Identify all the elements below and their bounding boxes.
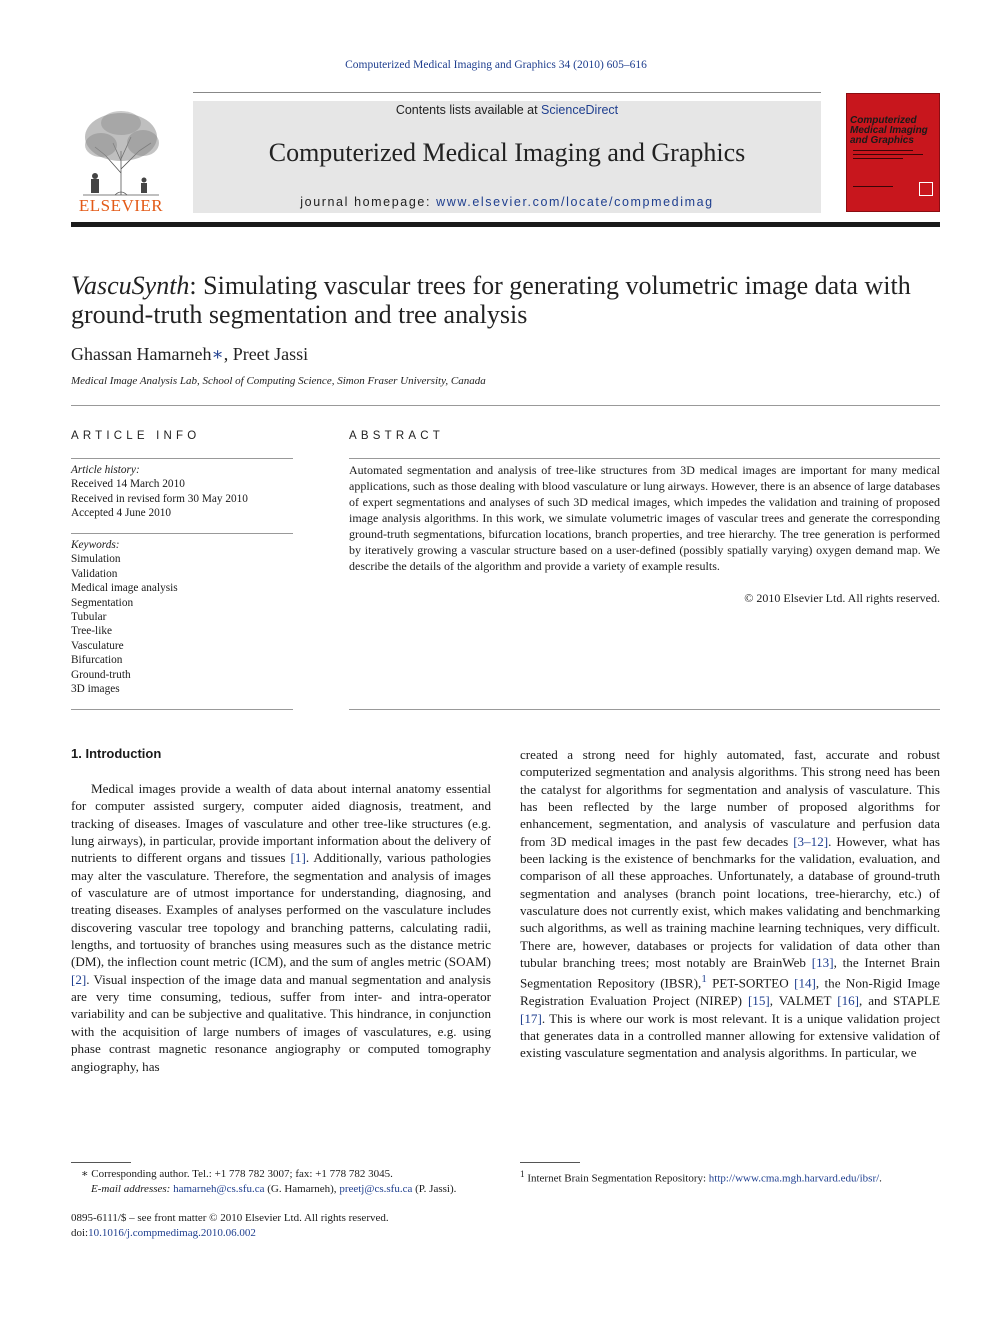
citation-link[interactable]: [17] [520, 1010, 542, 1026]
section-heading: 1. Introduction [71, 746, 162, 761]
email-link[interactable]: preetj@cs.sfu.ca [339, 1183, 413, 1195]
keyword: Validation [71, 567, 118, 580]
citation-link[interactable]: [14] [794, 975, 816, 991]
author-name: Ghassan Hamarneh [71, 344, 212, 364]
email-owner: (G. Hamarneh), [264, 1183, 340, 1195]
footnote-divider [520, 1162, 580, 1163]
affiliation: Medical Image Analysis Lab, School of Computing Science, Simon Fraser University, Canada [71, 375, 486, 387]
homepage-prefix: journal homepage: [300, 195, 437, 209]
header-rule-bottom [71, 222, 940, 227]
citation-link[interactable]: [13] [811, 955, 834, 971]
journal-citation[interactable]: Computerized Medical Imaging and Graphics 34 (2010) 605–616 [345, 59, 647, 71]
citation-link[interactable]: [3–12] [793, 833, 829, 849]
footnote-end: . [879, 1172, 882, 1185]
authors [71, 344, 308, 365]
body-text: , the Non-Rigid Image Registration Evaluation Project (NIREP) [520, 975, 940, 1009]
abstract-copyright: © 2010 Elsevier Ltd. All rights reserved. [744, 591, 940, 605]
corresponding-author-mark[interactable]: ∗ [211, 344, 224, 364]
keyword: Tree-like [71, 625, 112, 638]
footnote-number: 1 [520, 1169, 525, 1179]
author-name: Preet Jassi [232, 344, 309, 364]
keyword: Tubular [71, 611, 107, 624]
divider [71, 709, 293, 710]
article-title-rest: : Simulating vascular trees for generating volumetric image data with ground-truth segmentation and tree analysis [71, 271, 911, 329]
footnote-1 [520, 1167, 940, 1187]
history-item: Accepted 4 June 2010 [71, 507, 172, 520]
footnote-mark[interactable]: 1 [701, 973, 707, 986]
contents-line [193, 103, 821, 117]
corresponding-author-footnote [71, 1167, 501, 1197]
article-history [71, 463, 293, 521]
footnote-divider [71, 1162, 131, 1163]
keywords [71, 538, 293, 696]
corresponding-author-line: ∗ Corresponding author. Tel.: +1 778 782 3007; fax: +1 778 782 3045. [81, 1168, 393, 1180]
author-separator: , [223, 344, 233, 364]
body-text: . This is where our work is most relevant. It is a unique validation project that generates data in a controlled manner allowing for extensive validation of existing vasculature segmentation and analysis algorithms. In particular, we [520, 1010, 940, 1061]
citation-link[interactable]: [1] [290, 850, 306, 866]
doi-line [71, 1226, 571, 1241]
citation-link[interactable]: [16] [837, 993, 860, 1009]
body-text: . Additionally, various pathologies may alter the vasculature. Therefore, the segmentation and analysis of images of vasculature are of utmost importance for understanding, diagnosing, and treating diseases. Examples of analyses performed on the vasculature includes discovering vascular tree topology and branching patterns, calculating radii, lengths, and tortuosity of branches using measures such as the distance metric (DM), the inflection count metric (ICM), and the sum of angles metric (SOAM) [71, 850, 492, 970]
history-label: Article history: [71, 464, 140, 476]
cover-stripe [853, 158, 903, 159]
article-info-heading: ARTICLE INFO [71, 430, 201, 442]
keyword: Medical image analysis [71, 582, 178, 595]
cover-emblem-icon [919, 182, 933, 196]
journal-cover-image [846, 93, 940, 212]
footnote-text: Internet Brain Segmentation Repository: [524, 1172, 709, 1185]
article-title [71, 271, 951, 329]
keyword: Simulation [71, 553, 121, 566]
cover-stripe [853, 154, 923, 155]
body-text: Medical images provide a wealth of data about internal anatomy essential for computer assisted surgery, computer aided diagnosis, treatment, and tracking of diseases. Images of vasculature and other tree-like structures (e.g. lung airways), in particular, provide important information about the delivery of nutrients to different organs and tissues [71, 781, 491, 866]
homepage-line [193, 195, 821, 209]
email-owner: (P. Jassi). [412, 1183, 457, 1195]
email-link[interactable]: hamarneh@cs.sfu.ca [173, 1183, 265, 1195]
body-text: , and STAPLE [859, 993, 940, 1009]
divider [71, 533, 293, 534]
abstract-text: Automated segmentation and analysis of tree-like structures from 3D medical images are important for many medical applications, such as those dealing with blood vasculature or lung airways. However, there is an absence of large databases of expert segmentations and analyses of such 3D medical images, which impedes the validation and training of proposed image analysis algorithms. In this work, we simulate volumetric images of vascular trees and generate the corresponding ground-truth segmentations, bifurcation locations, branch properties, and tree hierarchy. The tree generation is performed by iteratively growing a vascular structure based on a user-defined (possibly spatially varying) oxygen demand map. We describe the details of the algorithm and provide a variety of example results. [349, 463, 940, 573]
body-text: . However, what has been lacking is the existence of benchmarks for the validation, evaluation, and comparison of all these approaches. Unfortunately, a database of ground-truth segmentation and analyses (branch point locations, tree-hierarchy, etc.) of vasculature does not currently exist, which makes validating and benchmarking such algorithms, as well as training machine learning techniques, very difficult. There are, however, databases or projects for validation of data other than tubular branching trees; most notably are BrainWeb [520, 833, 940, 971]
email-line [71, 1182, 501, 1197]
body-text-column-left [71, 780, 491, 1075]
header-rule-top [193, 92, 821, 93]
cover-stripe [853, 186, 893, 187]
keyword: Ground-truth [71, 668, 131, 681]
history-item: Received 14 March 2010 [71, 478, 185, 491]
keywords-label: Keywords: [71, 539, 120, 551]
history-item: Received in revised form 30 May 2010 [71, 492, 248, 505]
contents-prefix: Contents lists available at [395, 103, 542, 117]
cover-title: Computerized Medical Imaging and Graphics [850, 115, 928, 146]
sciencedirect-link[interactable]: ScienceDirect [541, 103, 619, 117]
elsevier-wordmark: ELSEVIER [78, 196, 164, 215]
citation-link[interactable]: [15] [747, 993, 770, 1009]
keyword: Bifurcation [71, 654, 123, 667]
divider [349, 709, 940, 710]
abstract-heading: ABSTRACT [349, 430, 444, 442]
keyword: Segmentation [71, 596, 134, 609]
body-text: created a strong need for highly automated, fast, accurate and robust computerized segmentation and analysis algorithms. This strong need has been the catalyst for algorithms for segmentation and analysis of vasculature. This has been reflected by the large number of proposed algorithms for enhancement, segmentation, and analysis of vasculature and perfusion data from 3D medical images in the past few decades [520, 747, 940, 849]
divider [71, 405, 940, 406]
body-text-column-right [520, 746, 940, 1062]
body-text: , the Internet Brain Segmentation Repository (IBSR), [520, 955, 940, 991]
keyword: Vasculature [71, 639, 124, 652]
cover-stripe [853, 150, 913, 151]
doi-label: doi: [71, 1227, 89, 1239]
body-text: . Visual inspection of the image data and manual segmentation and analysis are very time consuming, tedious, suffer from inter- and intra-operator variability and can be subjective and qualitative. This hindrance, in conjunction with the acquisition of large numbers of images of vasculatures, e.g. using phase contrast magnetic resonance angiography or computed tomography angiography, has [71, 971, 491, 1074]
issn-block [71, 1211, 571, 1241]
keyword: 3D images [71, 683, 120, 696]
citation-link[interactable]: [2] [71, 971, 87, 987]
homepage-link[interactable]: www.elsevier.com/locate/compmedimag [436, 195, 714, 209]
journal-title: Computerized Medical Imaging and Graphics [268, 138, 746, 167]
body-text: PET-SORTEO [706, 975, 795, 991]
divider [349, 458, 940, 459]
body-text: , VALMET [769, 993, 838, 1009]
email-label: E-mail addresses: [91, 1183, 171, 1195]
ibsr-link[interactable]: http://www.cma.mgh.harvard.edu/ibsr/ [708, 1172, 880, 1185]
divider [71, 458, 293, 459]
doi-link[interactable]: 10.1016/j.compmedimag.2010.06.002 [88, 1227, 256, 1239]
article-title-italic: VascuSynth [71, 271, 190, 300]
issn-line: 0895-6111/$ – see front matter © 2010 Elsevier Ltd. All rights reserved. [71, 1212, 389, 1224]
